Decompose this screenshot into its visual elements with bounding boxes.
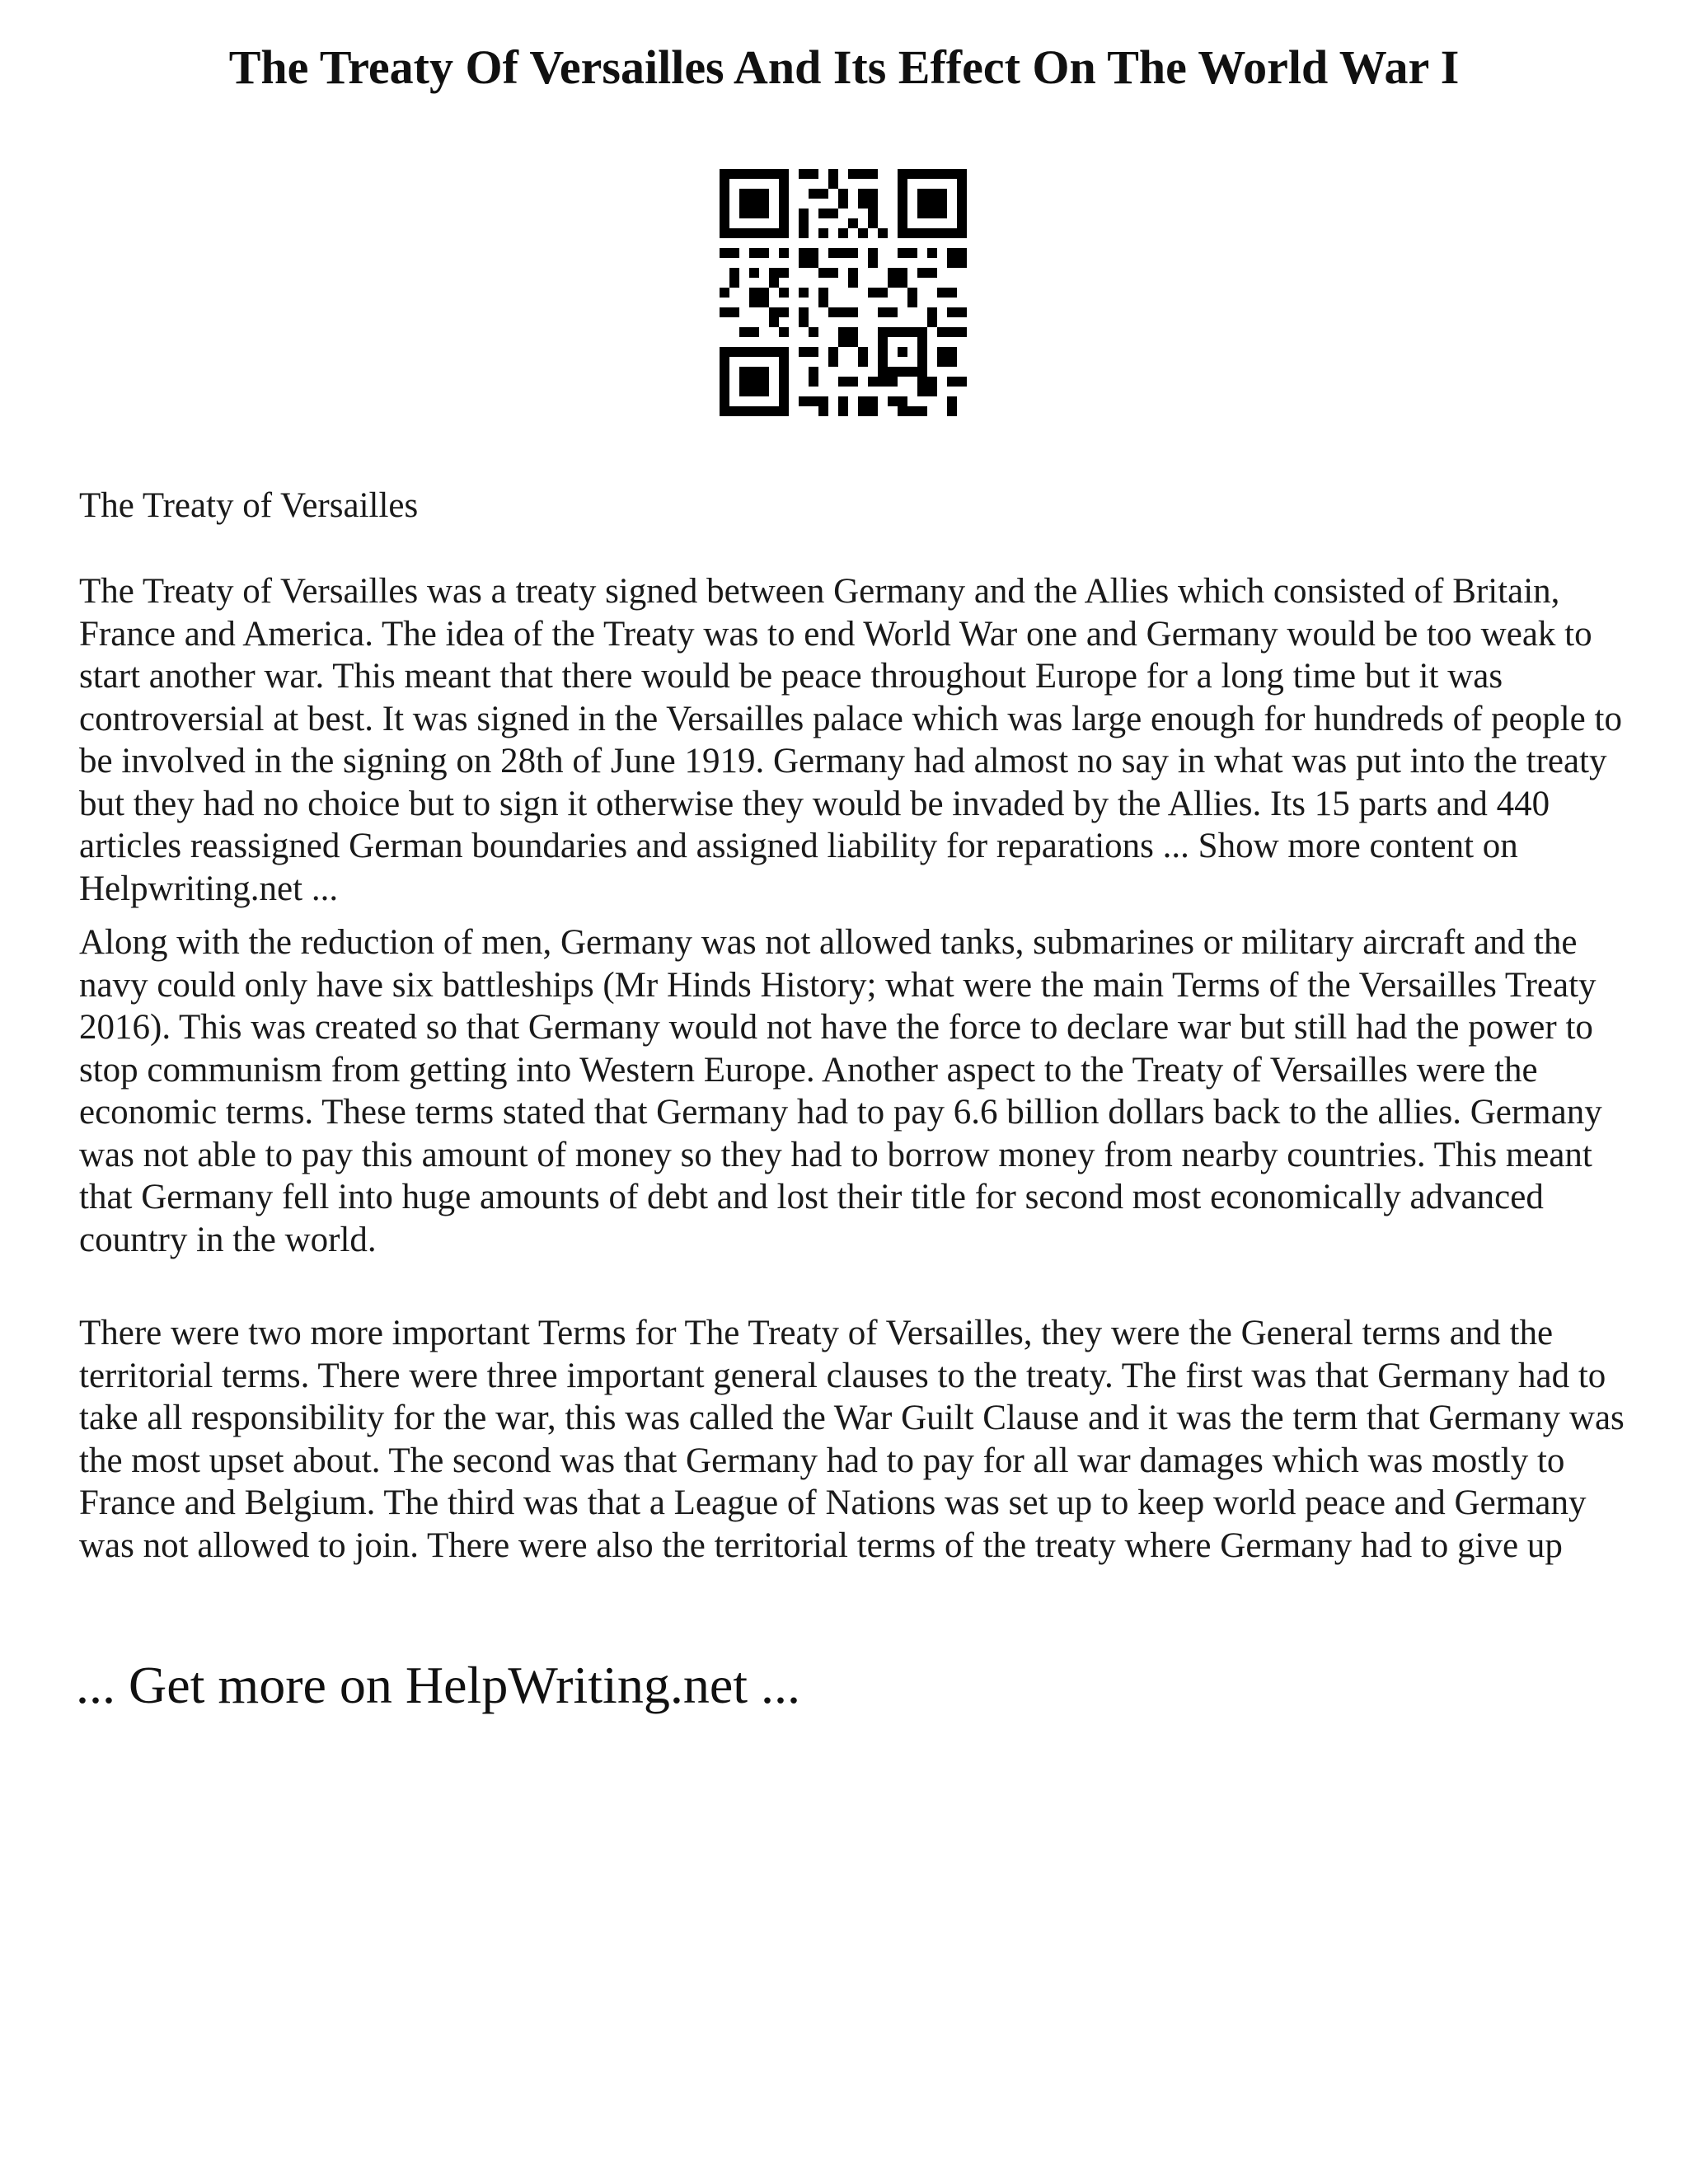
document-title: The Treaty Of Versailles And Its Effect On The World War I [228, 40, 1460, 94]
paragraph-2: Along with the reduction of men, Germany was not allowed tanks, submarines or military aircraft and the navy could only have six battleships (Mr Hinds History; what were the main Terms of the Versailles Treaty 2016). This was created so that Germany would not have the force to declare war but still had the power to stop communism from getting into Western Europe. Another aspect to the Treaty of Versailles were the economic terms. These terms stated that Germany had to pay 6.6 billion dollars back to the allies. Germany was not able to pay this amount of money so they had to borrow money from nearby countries. This meant that Germany fell into huge amounts of debt and lost their title for second most economically advanced country in the world. [79, 923, 1602, 1259]
paragraph-3: There were two more important Terms for The Treaty of Versailles, they were the General terms and the territorial terms. There were three important general clauses to the treaty. The first was that Germany had to take all responsibility for the war, this was called the War Guilt Clause and it was the term that Germany was the most upset about. The second was that Germany had to pay for all war damages which was mostly to France and Belgium. The third was that a League of Nations was set up to keep world peace and Germany was not allowed to join. There were also the territorial terms of the treaty where Germany had to give up [79, 1314, 1625, 1565]
section-heading: The Treaty of Versailles [79, 486, 419, 525]
qr-code-icon[interactable] [720, 169, 967, 416]
paragraph-1: The Treaty of Versailles was a treaty signed between Germany and the Allies which consisted of Britain, France and America. The idea of the Treaty was to end World War one and Germany would be too weak to start another war. This meant that there would be peace throughout Europe for a long time but it was controversial at best. It was signed in the Versailles palace which was large enough for hundreds of people to be involved in the signing on 28th of June 1919. Germany had almost no say in what was put into the treaty but they had no choice but to sign it otherwise they would be invaded by the Allies. Its 15 parts and 440 articles reassigned German boundaries and assigned liability for reparations ... Show more content on Helpwriting.net ... [79, 572, 1622, 908]
get-more-link[interactable]: ... Get more on HelpWriting.net ... [76, 1656, 800, 1714]
